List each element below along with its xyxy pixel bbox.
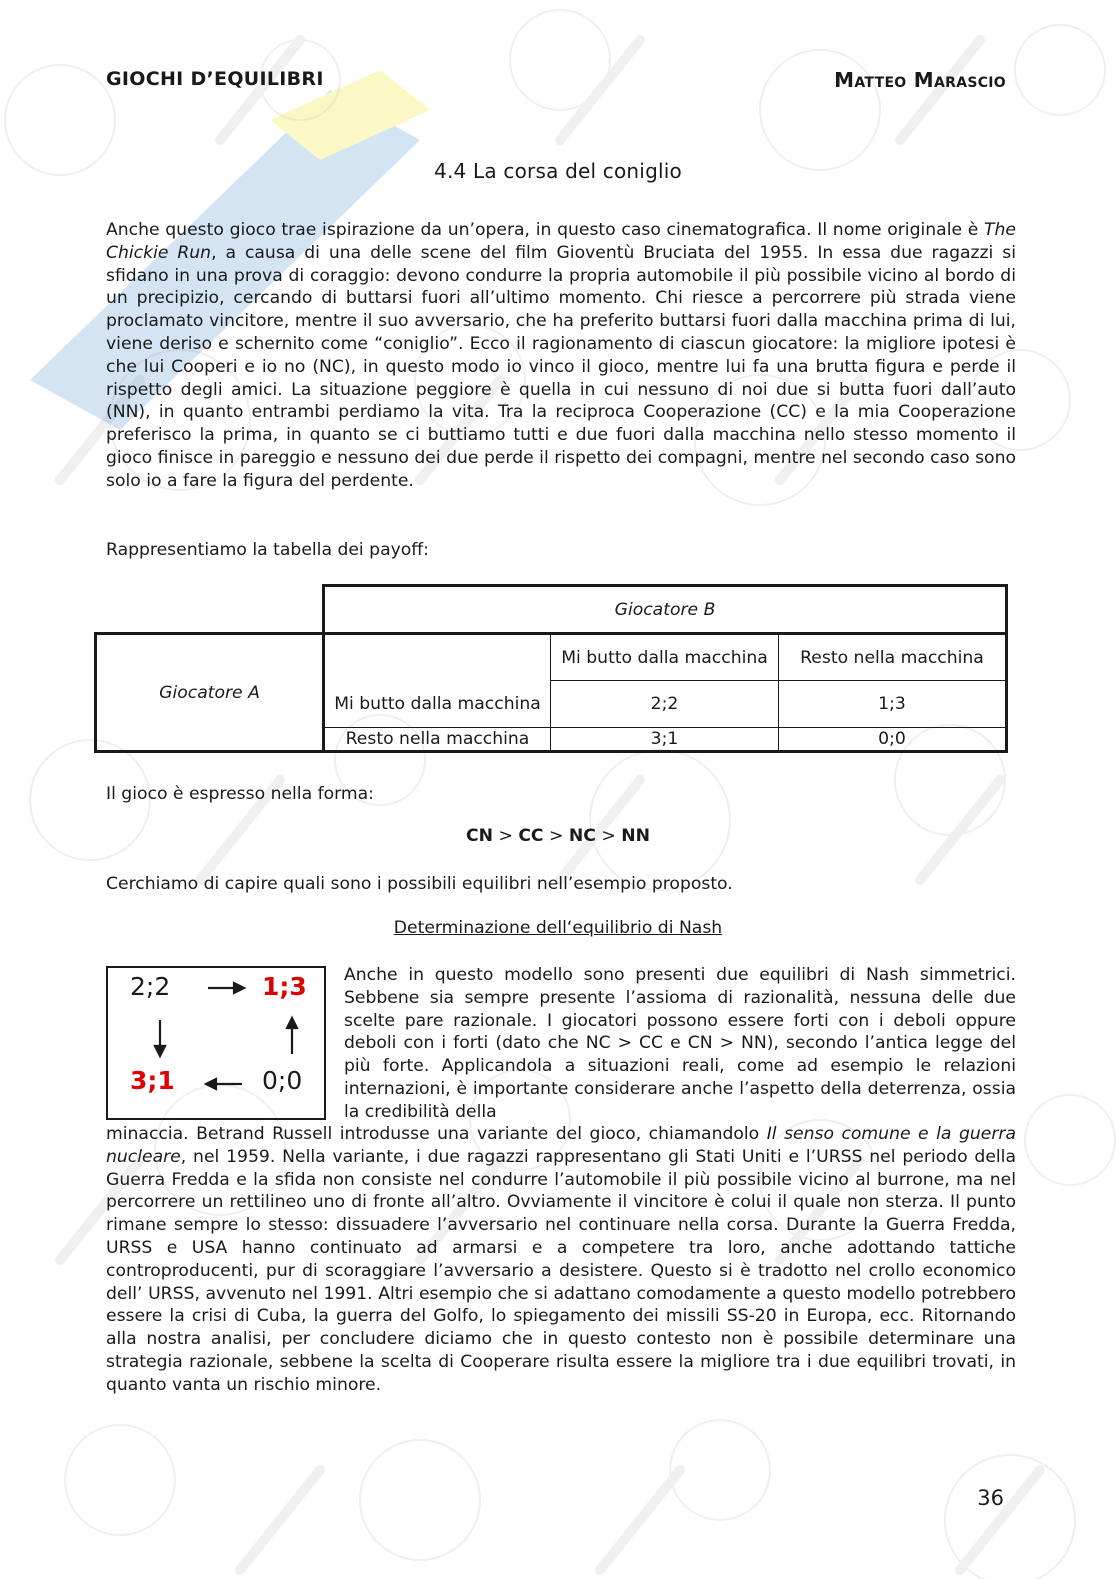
payoff-cell: 1;3 bbox=[878, 694, 906, 714]
nash-paragraph: Anche in questo modello sono presenti due equilibri di Nash simmetrici. Sebbene sia sempre presente l’assioma di razionalità, nessuna delle due scelte pare razionale. I giocatori possono essere forti con i deboli oppure deboli con i forti (dato che NC > CC e CN > NN), secondo l’antica legge del più forte. Applicandola a situazioni reali, come ad esempio le relazioni internazioni, è importante considerare anche l’aspetto della deterrenza, ossia la credibilità della bbox=[344, 965, 1016, 1122]
outcome-top-left: 2;2 bbox=[130, 972, 171, 1001]
row-header-stay: Resto nella macchina bbox=[345, 729, 530, 749]
header-author: Matteo Marascio bbox=[834, 68, 1006, 92]
essay-title: Il senso comune e la guerra nucleare bbox=[106, 1124, 1016, 1167]
left-arrow-head bbox=[206, 1079, 216, 1089]
continuation-paragraph: minaccia. Betrand Russell introdusse una variante del gioco, chiamandolo Il senso comune e la guerra nucleare, nel 1959. Nella variante, i due ragazzi rappresentano gli Stati Uniti e l’URSS nel periodo della Guerra Fredda e la sfida non consiste nel condurre l’automobile il più possibile vicino al burrone, ma nel percorrere un rettilineo uno di fronte all’altro. Ovviamente il vincitore è colui il quale non sterza. Il punto rimane sempre lo stesso: dissuadere l’avversario nel continuare nella corsa. Durante la Guerra Fredda, URSS e USA hanno continuato ad armarsi e a competere tra loro, anche adottando tattiche controproducenti, pur di scoraggiare l’avversario a desistere. Questo si è tradotto nel crollo economico dell’ URSS, avvenuto nel 1991. Altri esempio che si adattano comodamente a questo modello potrebbero essere la crisi di Cuba, la guerra del Golfo, lo spiegamento dei missili SS-20 in Europa, ecc. Ritornando alla nostra analisi, per concludere diciamo che in questo contesto non è possibile determinare una strategia razionale, sebbene la scelta di Cooperare risulta essere la migliore tra i due equilibri trovati, in quanto vanta un rischio minore. bbox=[106, 1124, 1016, 1395]
header-title: GIOCHI D’EQUILIBRI bbox=[106, 68, 324, 90]
form-intro-text: Il gioco è espresso nella forma: bbox=[106, 784, 374, 804]
up-arrow-head bbox=[287, 1018, 297, 1028]
page-number: 36 bbox=[977, 1486, 1004, 1510]
table-intro-text: Rappresentiamo la tabella dei payoff: bbox=[106, 540, 429, 560]
arrows bbox=[108, 968, 324, 1118]
nash-diagram bbox=[106, 966, 326, 1120]
section-title: 4.4 La corsa del coniglio bbox=[434, 159, 682, 183]
player-b-header: Giocatore B bbox=[614, 599, 716, 620]
outcome-bottom-right: 0;0 bbox=[262, 1066, 303, 1095]
nash-subtitle: Determinazione dell‘equilibrio di Nash bbox=[393, 918, 723, 938]
preference-formula: CN > CC > NC > NN bbox=[465, 826, 651, 846]
film-title: The Chickie Run bbox=[106, 220, 1016, 263]
row-header-jump: Mi butto dalla macchina bbox=[334, 694, 541, 714]
analysis-intro-text: Cerchiamo di capire quali sono i possibili equilibri nell’esempio proposto. bbox=[106, 874, 733, 894]
payoff-cell: 3;1 bbox=[650, 729, 679, 749]
payoff-cell: 2;2 bbox=[650, 694, 679, 714]
payoff-cell: 0;0 bbox=[878, 729, 906, 749]
player-a-header: Giocatore A bbox=[159, 682, 260, 703]
col-header-jump: Mi butto dalla macchina bbox=[561, 647, 768, 668]
equilibrium-top-right: 1;3 bbox=[262, 972, 307, 1001]
payoff-table bbox=[94, 584, 1014, 760]
down-arrow-head bbox=[155, 1046, 165, 1056]
intro-paragraph: Anche questo gioco trae ispirazione da un’opera, in questo caso cinematografica. Il nome originale è The Chickie Run, a causa di una delle scene del film Gioventù Bruciata del 1955. In essa due ragazzi si sfidano in una prova di coraggio: devono condurre la propria automobile il più possibile vicino al bordo di un precipizio, cercando di buttarsi fuori all’ultimo momento. Chi riesce a percorrere più strada viene proclamato vincitore, mentre il suo avversario, che ha preferito buttarsi fuori dalla macchina prima di lui, viene deriso e schernito come “coniglio”. Ecco il ragionamento di ciascun giocatore: la migliore ipotesi è che lui Cooperi e io no (NC), in questo modo io vinco il gioco, mentre lui fa una brutta figura e perde il rispetto degli amici. La situazione peggiore è quella in cui nessuno di noi due si butta fuori dall’auto (NN), in quanto entrambi perdiamo la vita. Tra la reciproca Cooperazione (CC) e la mia Cooperazione preferisco la prima, in quanto se ci buttiamo tutti e due fuori dalla macchina nello stesso momento il gioco finisce in pareggio e nessuno dei due perde il rispetto dei compagni, mentre nel secondo caso sono solo io a fare la figura del perdente. bbox=[106, 220, 1016, 491]
col-header-stay: Resto nella macchina bbox=[800, 647, 984, 668]
right-arrow-head bbox=[234, 983, 244, 993]
equilibrium-bottom-left: 3;1 bbox=[130, 1066, 175, 1095]
